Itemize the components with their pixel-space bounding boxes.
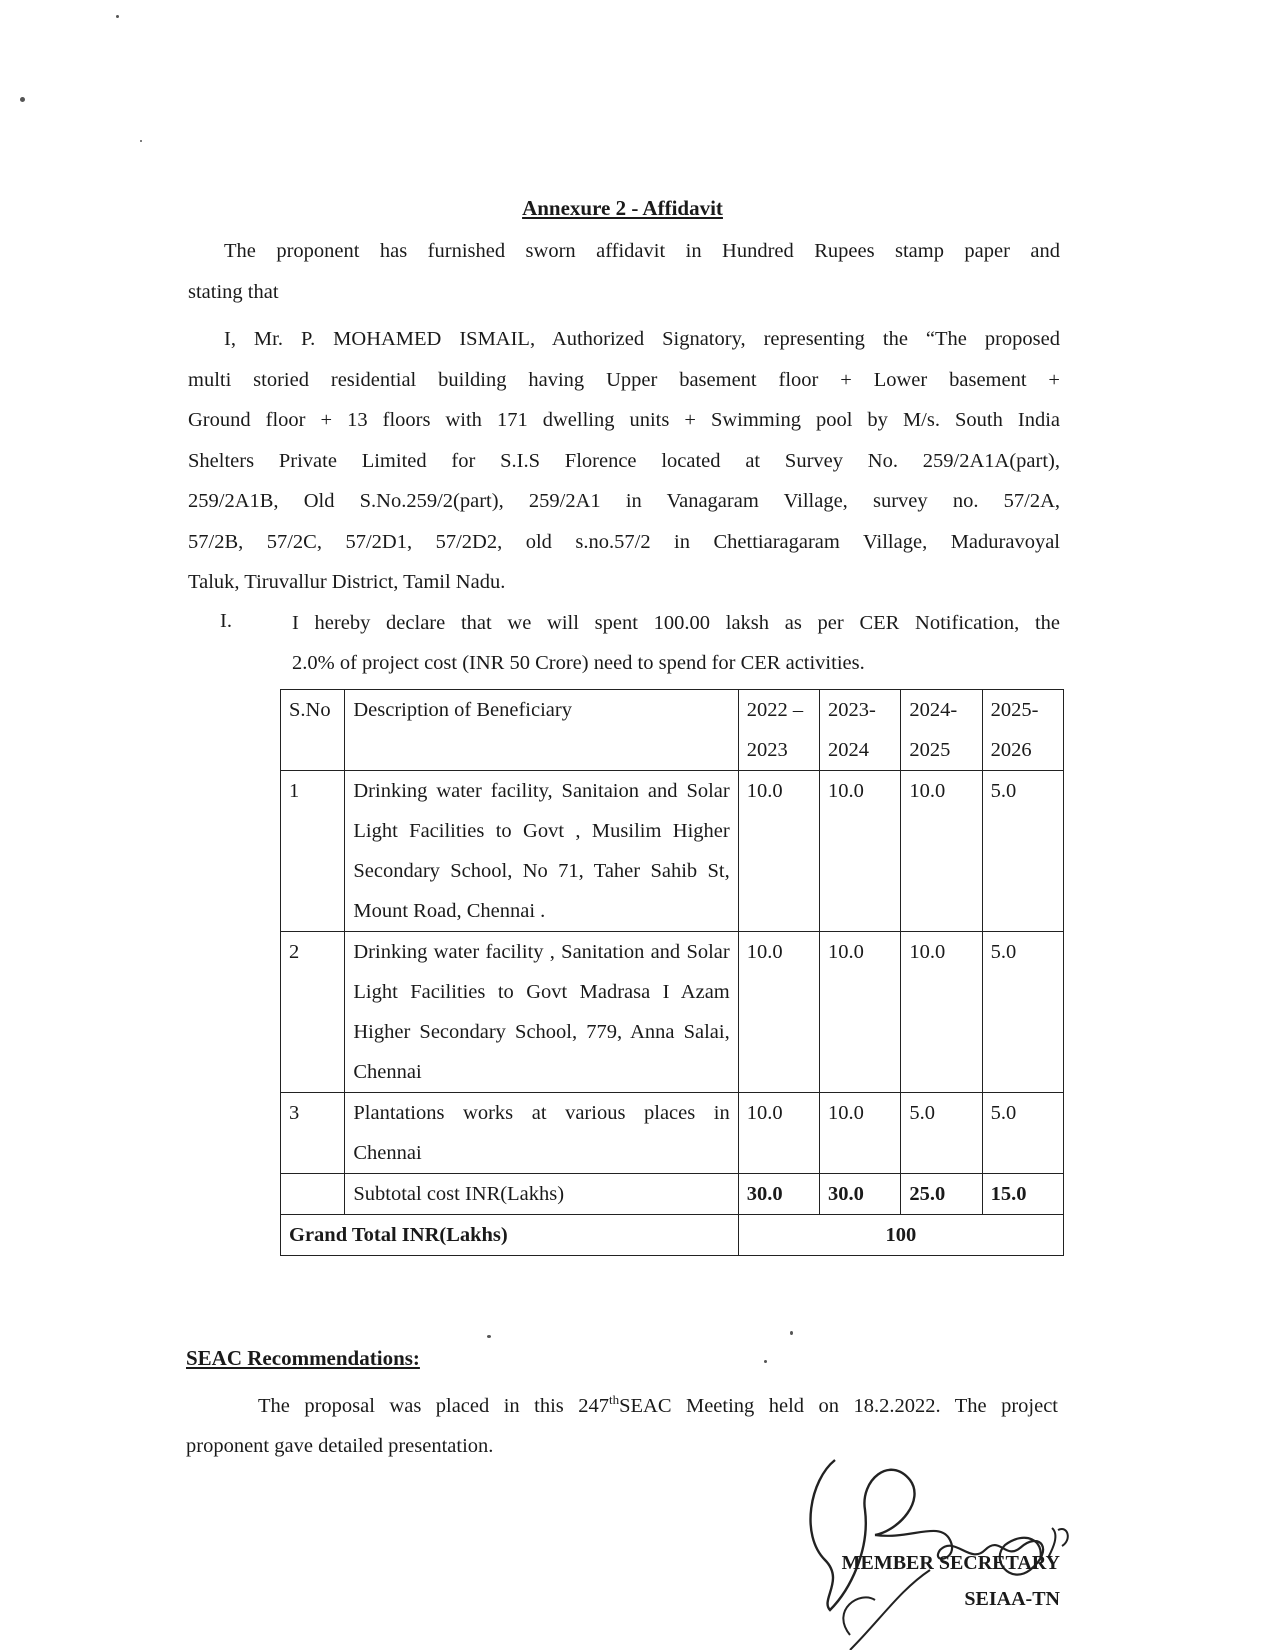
header-year-2023-2024 <box>820 690 901 771</box>
seac-heading: SEAC Recommendations: <box>186 1346 420 1370</box>
row-sno: 1 <box>281 771 345 932</box>
row-value: 10.0 <box>738 932 819 1093</box>
table-row <box>281 771 1064 932</box>
subtotal-label: Subtotal cost INR(Lakhs) <box>345 1174 738 1215</box>
row-value: 5.0 <box>982 932 1063 1093</box>
signatory-title: MEMBER SECRETARY <box>841 1552 1060 1574</box>
table-row <box>281 1093 1064 1174</box>
row-value: 10.0 <box>820 932 901 1093</box>
statement-line: I, Mr. P. MOHAMED ISMAIL, Authorized Signatory, representing the “The proposed <box>224 328 1060 350</box>
row-description: Plantations works at various places in Chennai <box>345 1093 738 1174</box>
statement-line: Ground floor + 13 floors with 171 dwelling units + Swimming pool by M/s. South India <box>188 409 1060 431</box>
scan-speck <box>116 15 119 18</box>
grand-total-row <box>281 1215 1064 1256</box>
header-year-start: 2023- <box>828 699 876 721</box>
scan-speck <box>140 140 142 142</box>
cer-expenditure-table <box>280 689 1064 1256</box>
annexure-title: Annexure 2 - Affidavit <box>522 196 723 220</box>
subtotal-value: 30.0 <box>820 1174 901 1215</box>
grand-total-label: Grand Total INR(Lakhs) <box>281 1215 739 1256</box>
seac-line: proponent gave detailed presentation. <box>186 1435 494 1457</box>
ordinal-suffix: th <box>608 1392 620 1408</box>
row-value: 5.0 <box>982 1093 1063 1174</box>
subtotal-value: 30.0 <box>738 1174 819 1215</box>
header-year-start: 2025- <box>990 699 1039 721</box>
subtotal-row <box>281 1174 1064 1215</box>
intro-line: The proponent has furnished sworn affidavit in Hundred Rupees stamp paper and <box>224 240 1060 262</box>
header-year-2022-2023 <box>738 690 819 771</box>
scan-speck <box>790 1331 793 1335</box>
grand-total-value: 100 <box>738 1215 1063 1256</box>
signatory-block <box>795 1545 1060 1617</box>
header-year-start: 2024- <box>909 699 958 721</box>
seac-line <box>186 1386 1058 1426</box>
subtotal-value: 15.0 <box>982 1174 1063 1215</box>
declaration-line: I hereby declare that we will spent 100.00 laksh as per CER Notification, the <box>292 612 1060 634</box>
statement-line: Shelters Private Limited for S.I.S Florence located at Survey No. 259/2A1A(part), <box>188 449 1060 472</box>
header-year-2025-2026 <box>982 690 1063 771</box>
declaration-text <box>292 603 1060 683</box>
header-description: Description of Beneficiary <box>345 690 738 771</box>
row-value: 10.0 <box>820 1093 901 1174</box>
affidavit-statement <box>188 319 1060 603</box>
scan-speck <box>764 1360 767 1363</box>
subtotal-value: 25.0 <box>901 1174 982 1215</box>
row-value: 10.0 <box>738 771 819 932</box>
row-value: 10.0 <box>901 932 982 1093</box>
header-year-start: 2022 – <box>746 699 804 721</box>
signatory-org: SEIAA-TN <box>964 1588 1060 1610</box>
header-year-2024-2025 <box>901 690 982 771</box>
row-description: Drinking water facility , Sanitation and Solar Light Facilities to Govt Madrasa I Azam Higher Secondary School, 779, Anna Salai, Chennai <box>345 932 738 1093</box>
header-year-end: 2023 <box>746 739 788 761</box>
row-value: 10.0 <box>901 771 982 932</box>
statement-line: multi storied residential building having Upper basement floor + Lower basement + <box>188 368 1060 391</box>
header-year-end: 2026 <box>990 739 1032 761</box>
declaration-number: I. <box>220 610 232 632</box>
intro-line: stating that <box>188 280 279 303</box>
subtotal-empty-cell <box>281 1174 345 1215</box>
statement-line: Taluk, Tiruvallur District, Tamil Nadu. <box>188 571 506 593</box>
table-row <box>281 932 1064 1093</box>
row-value: 5.0 <box>982 771 1063 932</box>
row-description: Drinking water facility, Sanitaion and Solar Light Facilities to Govt , Musilim Higher Secondary School, No 71, Taher Sahib St, Mount Road, Chennai . <box>345 771 738 932</box>
table-header-row <box>281 690 1064 771</box>
declaration-line: 2.0% of project cost (INR 50 Crore) need to spend for CER activities. <box>292 652 865 674</box>
seac-line-text: SEAC Meeting held on 18.2.2022. The project <box>619 1395 1058 1417</box>
header-year-end: 2025 <box>909 739 951 761</box>
header-year-end: 2024 <box>828 739 870 761</box>
statement-line: 57/2B, 57/2C, 57/2D1, 57/2D2, old s.no.57/2 in Chettiaragaram Village, Maduravoyal <box>188 530 1060 553</box>
row-value: 5.0 <box>901 1093 982 1174</box>
header-sno: S.No <box>281 690 345 771</box>
row-sno: 3 <box>281 1093 345 1174</box>
seac-line-text: The proposal was placed in this 247 <box>258 1395 609 1417</box>
scan-speck <box>487 1335 491 1338</box>
intro-paragraph <box>188 231 1060 312</box>
row-value: 10.0 <box>820 771 901 932</box>
row-value: 10.0 <box>738 1093 819 1174</box>
row-sno: 2 <box>281 932 345 1093</box>
statement-line: 259/2A1B, Old S.No.259/2(part), 259/2A1 in Vanagaram Village, survey no. 57/2A, <box>188 490 1060 512</box>
scan-speck <box>20 97 25 102</box>
